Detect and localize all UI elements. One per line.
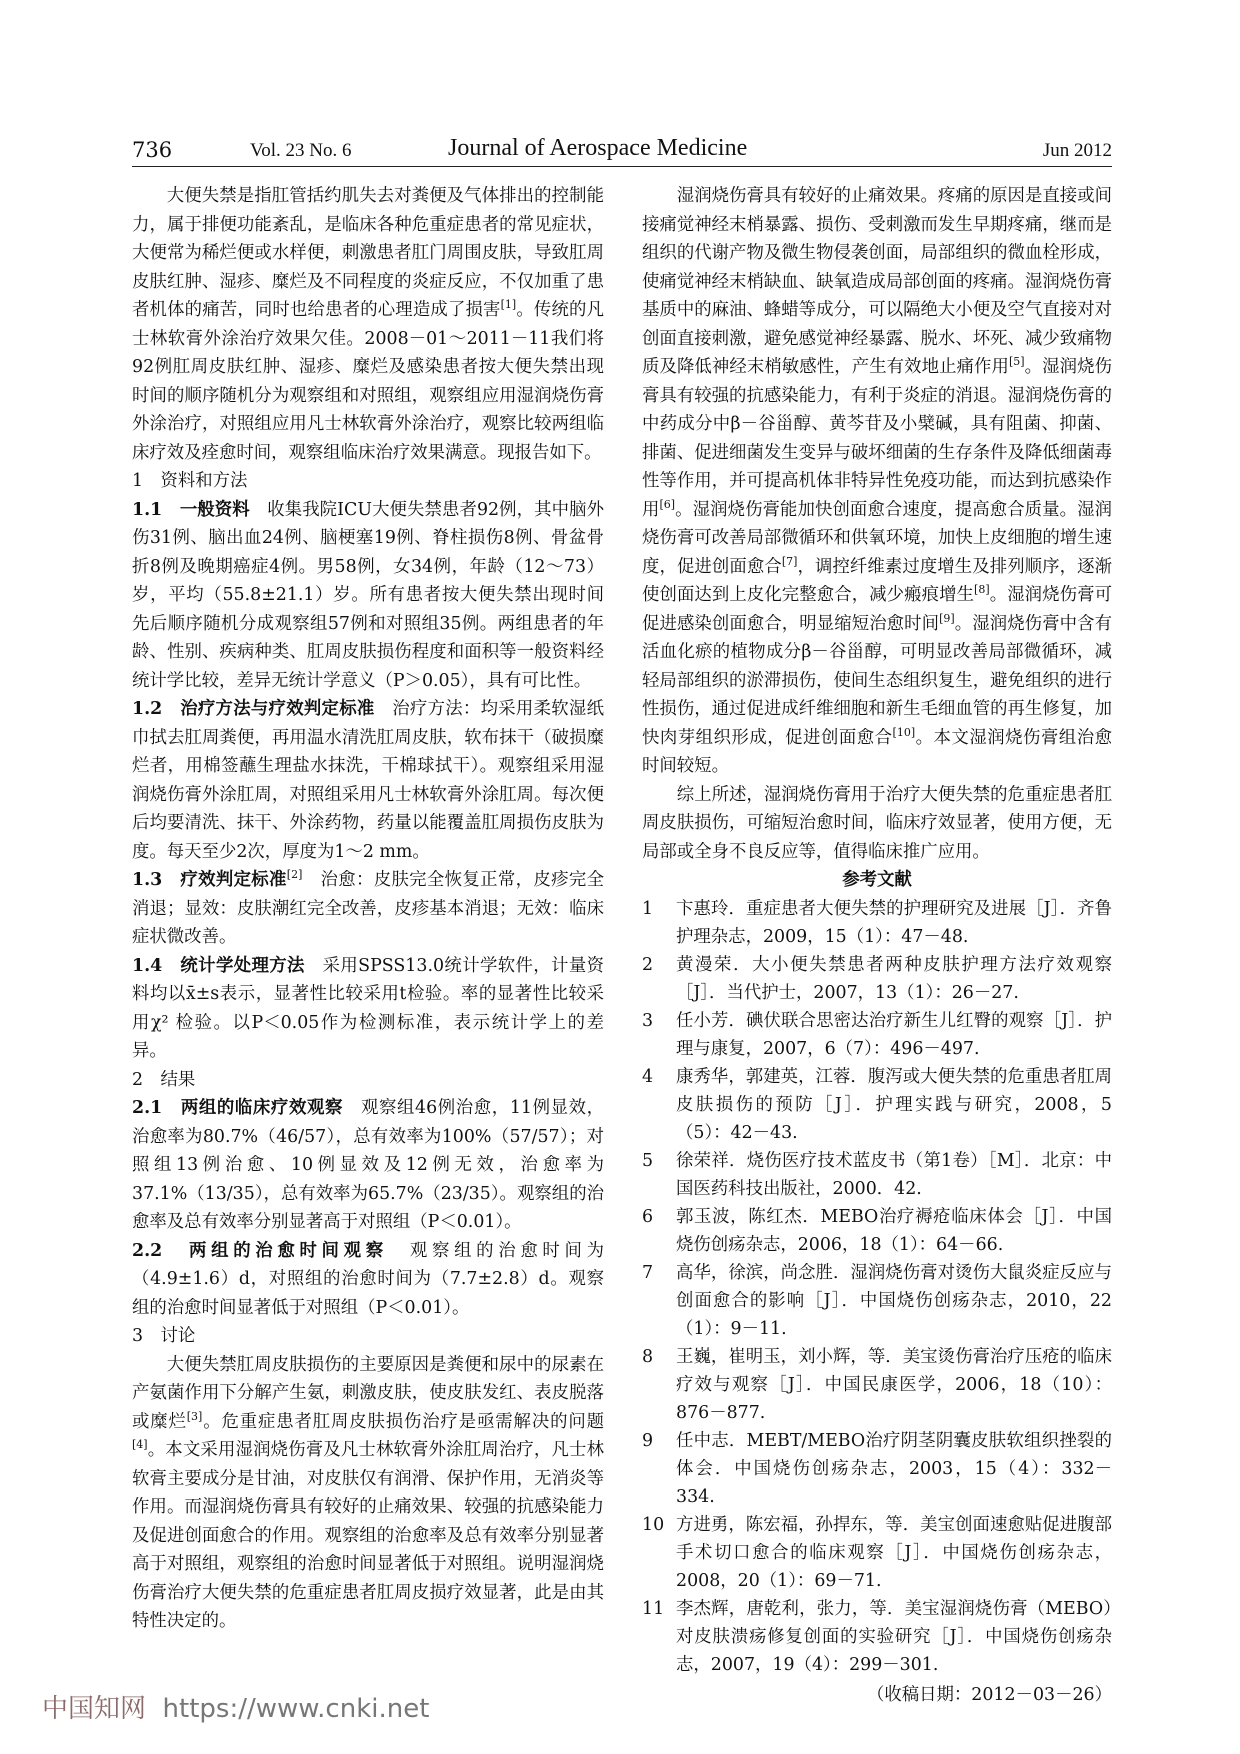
reference-item — [642, 1147, 1112, 1203]
reference-text: 康秀华，郭建英，江蓉．腹泻或大便失禁的危重患者肛周皮肤损伤的预防［J］．护理实践与研究，2008，5（5）：42－43. — [676, 1066, 1112, 1143]
section-1-3: 1.3 疗效判定标准[2] 治愈：皮肤完全恢复正常，皮疹完全消退；显效：皮肤潮红完全改善，皮疹基本消退；无效：临床症状微改善。 — [132, 868, 604, 947]
reference-text: 任中志．MEBT/MEBO治疗阴茎阴囊皮肤软组织挫裂的体会．中国烧伤创疡杂志，2003，15（4）：332－334. — [676, 1430, 1112, 1507]
reference-item — [642, 1259, 1112, 1343]
references-heading: 参考文献 — [842, 870, 912, 890]
reference-text: 郭玉波，陈红杰．MEBO治疗褥疮临床体会［J］．中国烧伤创疡杂志，2006，18（1）：64－66. — [676, 1206, 1112, 1255]
section-2-heading: 2 结果 — [132, 1069, 196, 1090]
reference-item — [642, 1007, 1112, 1063]
page-number: 736 — [132, 138, 173, 162]
reference-text: 卞惠玲．重症患者大便失禁的护理研究及进展［J］．齐鲁护理杂志，2009，15（1）：47－48. — [676, 898, 1112, 947]
reference-number: 10 — [642, 1514, 665, 1535]
reference-text: 徐荣祥．烧伤医疗技术蓝皮书（第1卷）［M］．北京：中国医药科技出版社，2000．42. — [676, 1150, 1112, 1199]
reference-item — [642, 951, 1112, 1007]
reference-item — [642, 1595, 1112, 1679]
section-1-1: 1.1 一般资料 收集我院ICU大便失禁患者92例，其中脑外伤31例、脑出血24例、脑梗塞19例、脊柱损伤8例、骨盆骨折8例及晚期癌症4例。男58例，女34例，年龄（12～73）岁，平均（55.8±21.1）岁。所有患者按大便失禁出现时间先后顺序随机分成观察组57例和对照组35例。两组患者的年龄、性别、疾病种类、肛周皮肤损伤程度和面积等一般资料经统计学比较，差异无统计学意义（P＞0.05），具有可比性。 — [132, 499, 604, 691]
reference-number: 3 — [642, 1010, 654, 1031]
reference-number: 11 — [642, 1598, 665, 1619]
reference-text: 黄漫荣．大小便失禁患者两种皮肤护理方法疗效观察［J］．当代护士，2007，13（1）：26－27. — [676, 954, 1112, 1003]
reference-number: 9 — [642, 1430, 654, 1451]
reference-text: 任小芳．碘伏联合思密达治疗新生儿红臀的观察［J］．护理与康复，2007，6（7）：496－497. — [676, 1010, 1112, 1059]
reference-number: 7 — [642, 1262, 654, 1283]
reference-number: 8 — [642, 1346, 654, 1367]
issue-date: Jun 2012 — [1042, 140, 1112, 161]
reference-number: 6 — [642, 1206, 654, 1227]
reference-number: 2 — [642, 954, 654, 975]
references-list — [642, 895, 1112, 1679]
reference-item — [642, 895, 1112, 951]
section-3-heading: 3 讨论 — [132, 1326, 196, 1346]
reference-item — [642, 1427, 1112, 1511]
reference-text: 方进勇，陈宏福，孙捍东，等．美宝创面速愈贴促进腹部手术切口愈合的临床观察［J］．中国烧伤创疡杂志，2008，20（1）：69－71. — [676, 1514, 1112, 1591]
reference-number: 5 — [642, 1150, 654, 1171]
section-1-2: 1.2 治疗方法与疗效判定标准 治疗方法：均采用柔软湿纸巾拭去肛周粪便，再用温水清洗肛周皮肤，软布抹干（破损糜烂者，用棉签蘸生理盐水抹洗，干棉球拭干）。观察组采用湿润烧伤膏外涂肛周，对照组采用凡士林软膏外涂肛周。每次便后均要清洗、抹干、外涂药物，药量以能覆盖肛周损伤皮肤为度。每天至少2次，厚度为1～2 mm。 — [132, 699, 604, 862]
intro-paragraph: 大便失禁是指肛管括约肌失去对粪便及气体排出的控制能力，属于排便功能紊乱，是临床各种危重症患者的常见症状，大便常为稀烂便或水样便，刺激患者肛门周围皮肤，导致肛周皮肤红肿、湿疹、糜烂及不同程度的炎症反应，不仅加重了患者机体的痛苦，同时也给患者的心理造成了损害[1]。传统的凡士林软膏外涂治疗效果欠佳。2008－01～2011－11我们将92例肛周皮肤红肿、湿疹、糜烂及感染患者按大便失禁出现时间的顺序随机分为观察组和对照组，观察组应用湿润烧伤膏外涂治疗，对照组应用凡士林软膏外涂治疗，观察比较两组临床疗效及痊愈时间，观察组临床治疗效果满意。现报告如下。 — [132, 186, 604, 463]
reference-text: 李杰辉，唐乾利，张力，等．美宝湿润烧伤膏（MEBO）对皮肤溃疡修复创面的实验研究［J］．中国烧伤创疡杂志，2007，19（4）：299－301. — [676, 1598, 1112, 1675]
received-date: （收稿日期：2012－03－26） — [866, 1684, 1112, 1705]
watermark-url: https://www.cnki.net — [162, 1694, 430, 1724]
journal-title: Journal of Aerospace Medicine — [448, 135, 748, 161]
section-1-heading: 1 资料和方法 — [132, 471, 248, 491]
left-column — [132, 182, 604, 1636]
section-1-4: 1.4 统计学处理方法 采用SPSS13.0统计学软件，计量资料均以x̄±s表示，显著性比较采用t检验。率的显著性比较采用χ² 检验。以P＜0.05作为检测标准，表示统计学上的差异。 — [132, 955, 604, 1061]
section-2-2: 2.2 两组的治愈时间观察 观察组的治愈时间为（4.9±1.6）d，对照组的治愈时间为（7.7±2.8）d。观察组的治愈时间显著低于对照组（P＜0.01）。 — [132, 1240, 604, 1318]
running-header — [132, 132, 1112, 167]
section-2-1: 2.1 两组的临床疗效观察 观察组46例治愈，11例显效，治愈率为80.7%（46/57），总有效率为100%（57/57）；对照组13例治愈、10例显效及12例无效，治愈率为37.1%（13/35），总有效率为65.7%（23/35）。观察组的治愈率及总有效率分别显著高于对照组（P＜0.01）。 — [132, 1098, 604, 1232]
right-column — [642, 182, 1112, 1709]
reference-item — [642, 1511, 1112, 1595]
reference-item — [642, 1203, 1112, 1259]
discussion-paragraph-2: 湿润烧伤膏具有较好的止痛效果。疼痛的原因是直接或间接痛觉神经末梢暴露、损伤、受刺激而发生早期疼痛，继而是组织的代谢产物及微生物侵袭创面，局部组织的微血栓形成，使痛觉神经末梢缺血、缺氧造成局部创面的疼痛。湿润烧伤膏基质中的麻油、蜂蜡等成分，可以隔绝大小便及空气直接对对创面直接刺激，避免感觉神经暴露、脱水、坏死、减少致痛物质及降低神经末梢敏感性，产生有效地止痛作用[5]。湿润烧伤膏具有较强的抗感染能力，有利于炎症的消退。湿润烧伤膏的中药成分中β－谷甾醇、黄芩苷及小檗碱，具有阻菌、抑菌、排菌、促进细菌发生变异与破坏细菌的生存条件及降低细菌毒性等作用，并可提高机体非特异性免疫功能，而达到抗感染作用[6]。湿润烧伤膏能加快创面愈合速度，提高愈合质量。湿润烧伤膏可改善局部微循环和供氧环境，加快上皮细胞的增生速度，促进创面愈合[7]，调控纤维素过度增生及排列顺序，逐渐使创面达到上皮化完整愈合，减少瘢痕增生[8]。湿润烧伤膏可促进感染创面愈合，明显缩短治愈时间[9]。湿润烧伤膏中含有活血化瘀的植物成分β－谷甾醇，可明显改善局部微循环，减轻局部组织的淤滞损伤，使间生态组织复生，避免组织的进行性损伤，通过促进成纤维细胞和新生毛细血管的再生修复，加快肉芽组织形成，促进创面愈合[10]。本文湿润烧伤膏组治愈时间较短。 — [642, 186, 1112, 776]
cnki-watermark — [42, 1688, 429, 1725]
reference-number: 1 — [642, 898, 654, 919]
conclusion-paragraph: 综上所述，湿润烧伤膏用于治疗大便失禁的危重症患者肛周皮肤损伤，可缩短治愈时间，临床疗效显著，使用方便，无局部或全身不良反应等，值得临床推广应用。 — [642, 784, 1112, 862]
reference-item — [642, 1063, 1112, 1147]
discussion-paragraph: 大便失禁肛周皮肤损伤的主要原因是粪便和尿中的尿素在产氨菌作用下分解产生氨，刺激皮肤，使皮肤发红、表皮脱落或糜烂[3]。危重症患者肛周皮肤损伤治疗是亟需解决的问题[4]。本文采用湿润烧伤膏及凡士林软膏外涂肛周治疗，凡士林软膏主要成分是甘油，对皮肤仅有润滑、保护作用，无消炎等作用。而湿润烧伤膏具有较好的止痛效果、较强的抗感染能力及促进创面愈合的作用。观察组的治愈率及总有效率分别显著高于对照组，观察组的治愈时间显著低于对照组。说明湿润烧伤膏治疗大便失禁的危重症患者肛周皮损疗效显著，此是由其特性决定的。 — [132, 1354, 604, 1631]
reference-number: 4 — [642, 1066, 654, 1087]
volume-issue: Vol. 23 No. 6 — [250, 140, 352, 161]
watermark-logo-text: 中国知网 — [42, 1694, 147, 1724]
reference-text: 高华，徐滨，尚念胜．湿润烧伤膏对烫伤大鼠炎症反应与创面愈合的影响［J］．中国烧伤创疡杂志，2010，22（1）：9－11. — [676, 1262, 1112, 1339]
reference-item — [642, 1343, 1112, 1427]
reference-text: 王巍，崔明玉，刘小辉，等．美宝烫伤膏治疗压疮的临床疗效与观察［J］．中国民康医学，2006，18（10）：876－877. — [676, 1346, 1112, 1423]
